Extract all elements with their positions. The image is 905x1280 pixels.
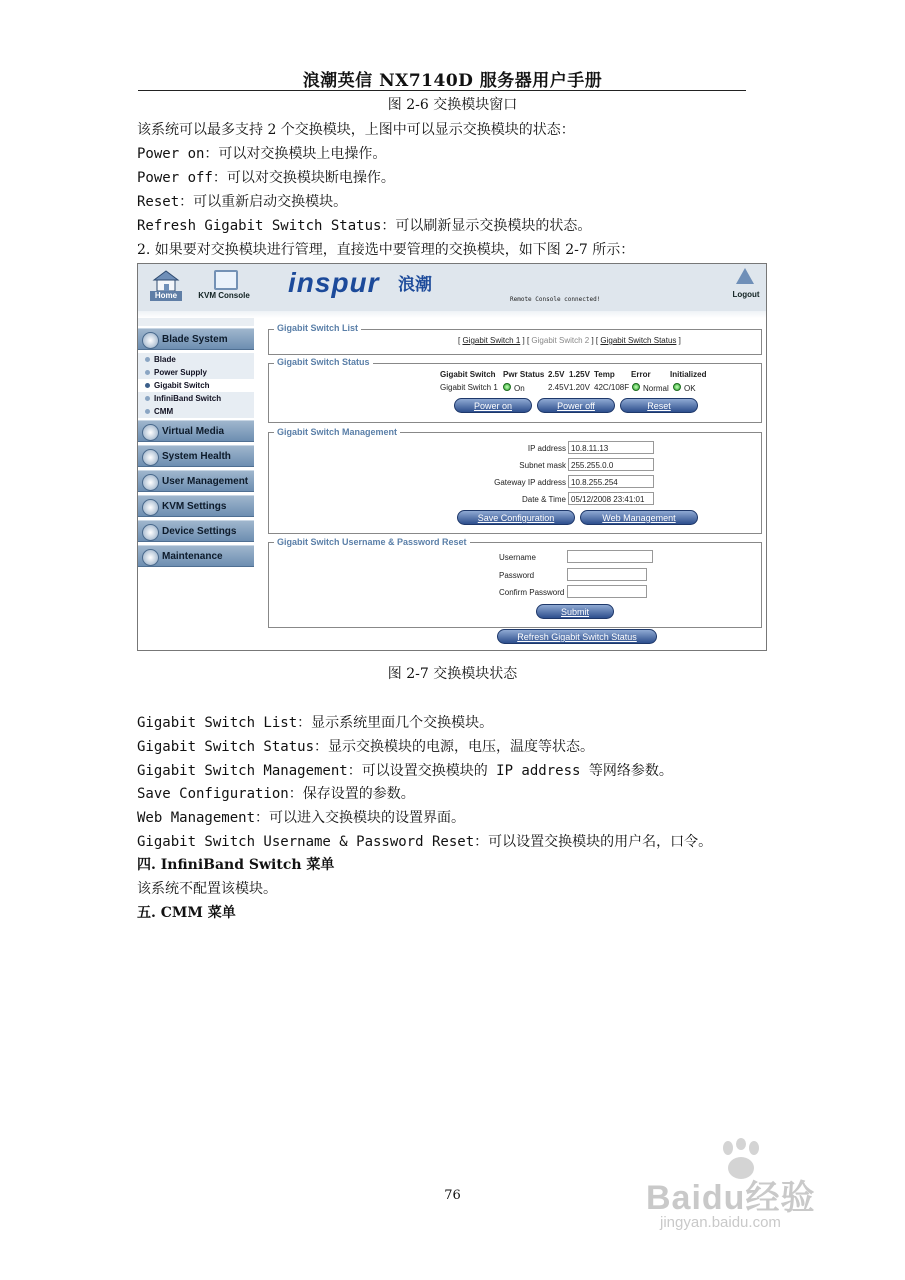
- home-link[interactable]: Home: [150, 291, 182, 301]
- bracket-text: [: [458, 336, 461, 345]
- status-header-switch: Gigabit Switch: [440, 370, 496, 379]
- submit-button[interactable]: Submit: [536, 604, 614, 619]
- sidebar-item-label: User Management: [162, 476, 249, 487]
- sidebar-item-system-health[interactable]: [138, 445, 254, 467]
- paragraph: 2. 如果要对交换模块进行管理，直接选中要管理的交换模块，如下图 2-7 所示：: [137, 242, 635, 258]
- error-ok-icon: [632, 383, 640, 391]
- gear-icon: [142, 524, 159, 541]
- user-reset-legend: Gigabit Switch Username & Password Reset: [274, 537, 470, 547]
- keyboard-icon: [142, 499, 159, 516]
- sidebar: [138, 318, 254, 650]
- gateway-ip-label: Gateway IP address: [494, 478, 566, 487]
- home-icon[interactable]: [152, 270, 180, 292]
- status-row-temp: 42C/108F: [594, 383, 630, 392]
- sidebar-item-kvm-settings[interactable]: [138, 495, 254, 517]
- sidebar-item-maintenance[interactable]: [138, 545, 254, 567]
- sidebar-item-label: KVM Settings: [162, 501, 227, 512]
- status-row-name: Gigabit Switch 1: [440, 383, 498, 392]
- gigabit-switch-screenshot: [137, 263, 767, 651]
- paragraph: Power on：可以对交换模块上电操作。: [137, 146, 387, 162]
- status-header-initialized-clip: [670, 368, 711, 380]
- bracket-text: ]: [678, 336, 681, 345]
- sidebar-item-device-settings[interactable]: [138, 520, 254, 542]
- switch-list-links: [458, 336, 681, 345]
- gateway-ip-field[interactable]: 10.8.255.254: [568, 475, 654, 488]
- init-ok-icon: [673, 383, 681, 391]
- paragraph: Refresh Gigabit Switch Status：可以刷新显示交换模块的状态。: [137, 218, 592, 234]
- web-management-button[interactable]: Web Management: [580, 510, 698, 525]
- sidebar-item-label: System Health: [162, 451, 231, 462]
- bullet-icon: [145, 409, 150, 414]
- status-header-1-25v: 1.25V: [569, 370, 590, 379]
- gigabit-switch-status-link[interactable]: Gigabit Switch Status: [600, 336, 677, 345]
- sidebar-subitem-gigabit-switch[interactable]: [138, 379, 254, 392]
- logout-icon[interactable]: [736, 268, 754, 284]
- subitem-label: Blade: [154, 355, 176, 364]
- confirm-password-field[interactable]: [567, 585, 647, 598]
- sidebar-item-blade-system[interactable]: [138, 328, 254, 350]
- subitem-label: CMM: [154, 407, 174, 416]
- status-header-pwr: Pwr Status: [503, 370, 545, 379]
- password-label: Password: [499, 571, 535, 580]
- disc-icon: [142, 424, 159, 441]
- status-header-error: Error: [631, 370, 651, 379]
- inspur-logo: inspur: [288, 267, 380, 298]
- sidebar-item-label: Blade System: [162, 334, 228, 345]
- header-rule: [138, 90, 746, 91]
- paragraph: Power off：可以对交换模块断电操作。: [137, 170, 395, 186]
- subitem-label: InfiniBand Switch: [154, 394, 222, 403]
- gigabit-switch-1-link[interactable]: Gigabit Switch 1: [462, 336, 521, 345]
- top-stripe: [138, 311, 766, 318]
- wrench-icon: [142, 549, 159, 566]
- paragraph: Gigabit Switch Username & Password Reset：可以设置交换模块的用户名，口令。: [137, 834, 713, 850]
- status-row-pwr: On: [514, 384, 525, 393]
- subitem-label: Gigabit Switch: [154, 381, 210, 390]
- status-row-init: OK: [684, 384, 696, 393]
- paragraph: Gigabit Switch Status：显示交换模块的电源，电压，温度等状态。: [137, 739, 595, 755]
- username-field[interactable]: [567, 550, 653, 563]
- subnet-mask-field[interactable]: 255.255.0.0: [568, 458, 654, 471]
- document-header-title: 浪潮英信 NX7140D 服务器用户手册: [302, 71, 603, 91]
- sidebar-item-label: Maintenance: [162, 551, 223, 562]
- save-configuration-button[interactable]: Save Configuration: [457, 510, 575, 525]
- switch-status-legend: Gigabit Switch Status: [274, 357, 373, 367]
- sidebar-subitem-blade[interactable]: [138, 353, 254, 366]
- sidebar-subitem-infiniband-switch[interactable]: [138, 392, 254, 405]
- monitor-icon[interactable]: [214, 270, 238, 290]
- confirm-password-label: Confirm Password: [499, 588, 565, 597]
- baidu-jingyan-watermark: Baidu经验: [646, 1179, 816, 1217]
- remote-console-status: Remote Console connected!: [510, 296, 601, 303]
- sidebar-top-spacer: [138, 318, 254, 326]
- bullet-icon: [145, 383, 150, 388]
- sidebar-item-label: Virtual Media: [162, 426, 225, 437]
- paragraph: Web Management：可以进入交换模块的设置界面。: [137, 810, 466, 826]
- paragraph: Gigabit Switch Management：可以设置交换模块的 IP address 等网络参数。: [137, 763, 673, 779]
- status-header-2-5v: 2.5V: [548, 370, 565, 379]
- sidebar-item-label: Device Settings: [162, 526, 237, 537]
- inspur-logo-cn: 浪潮: [398, 275, 432, 295]
- section-4-heading: 四. InfiniBand Switch 菜单: [137, 857, 335, 873]
- refresh-gigabit-switch-status-button[interactable]: Refresh Gigabit Switch Status: [497, 629, 657, 644]
- figure-caption-2-7: 图 2-7 交换模块状态: [387, 666, 518, 682]
- paragraph: Reset：可以重新启动交换模块。: [137, 194, 348, 210]
- username-label: Username: [499, 553, 536, 562]
- kvm-console-link[interactable]: KVM Console: [198, 291, 250, 300]
- status-row-error: Normal: [643, 384, 669, 393]
- paragraph: Save Configuration：保存设置的参数。: [137, 786, 415, 802]
- status-row-2-5v: 2.45V: [548, 383, 569, 392]
- date-time-field[interactable]: 05/12/2008 23:41:01: [568, 492, 654, 505]
- bracket-text: ] [: [591, 336, 599, 345]
- page-number: 76: [444, 1188, 461, 1203]
- section-4-text: 该系统不配置该模块。: [137, 881, 277, 897]
- sidebar-item-user-management[interactable]: [138, 470, 254, 492]
- ip-address-label: IP address: [527, 444, 566, 453]
- subitem-label: Power Supply: [154, 368, 207, 377]
- status-header-initialized: Initialized: [670, 370, 707, 379]
- figure-caption-2-6: 图 2-6 交换模块窗口: [387, 97, 518, 113]
- bullet-icon: [145, 396, 150, 401]
- blade-system-icon: [142, 332, 159, 349]
- bracket-text: ] [: [522, 336, 530, 345]
- gigabit-switch-2-link[interactable]: Gigabit Switch 2: [531, 336, 590, 345]
- bullet-icon: [145, 357, 150, 362]
- watermark-url: jingyan.baidu.com: [660, 1214, 781, 1231]
- sidebar-subitem-cmm[interactable]: [138, 405, 254, 418]
- bullet-icon: [145, 370, 150, 375]
- subnet-mask-label: Subnet mask: [519, 461, 566, 470]
- logout-link[interactable]: Logout: [732, 290, 760, 299]
- power-on-button[interactable]: Power on: [454, 398, 532, 413]
- sidebar-subitem-power-supply[interactable]: [138, 366, 254, 379]
- section-5-heading: 五. CMM 菜单: [137, 905, 236, 921]
- power-ok-icon: [503, 383, 511, 391]
- reset-button[interactable]: Reset: [620, 398, 698, 413]
- sidebar-item-virtual-media[interactable]: [138, 420, 254, 442]
- paragraph: 该系统可以最多支持 2 个交换模块，上图中可以显示交换模块的状态：: [137, 122, 575, 138]
- status-row-1-25v: 1.20V: [569, 383, 590, 392]
- ip-address-field[interactable]: 10.8.11.13: [568, 441, 654, 454]
- password-field[interactable]: [567, 568, 647, 581]
- power-off-button[interactable]: Power off: [537, 398, 615, 413]
- users-icon: [142, 474, 159, 491]
- switch-list-legend: Gigabit Switch List: [274, 323, 361, 333]
- health-icon: [142, 449, 159, 466]
- paragraph: Gigabit Switch List：显示系统里面几个交换模块。: [137, 715, 494, 731]
- status-header-temp: Temp: [594, 370, 615, 379]
- switch-management-legend: Gigabit Switch Management: [274, 427, 400, 437]
- date-time-label: Date & Time: [521, 495, 566, 504]
